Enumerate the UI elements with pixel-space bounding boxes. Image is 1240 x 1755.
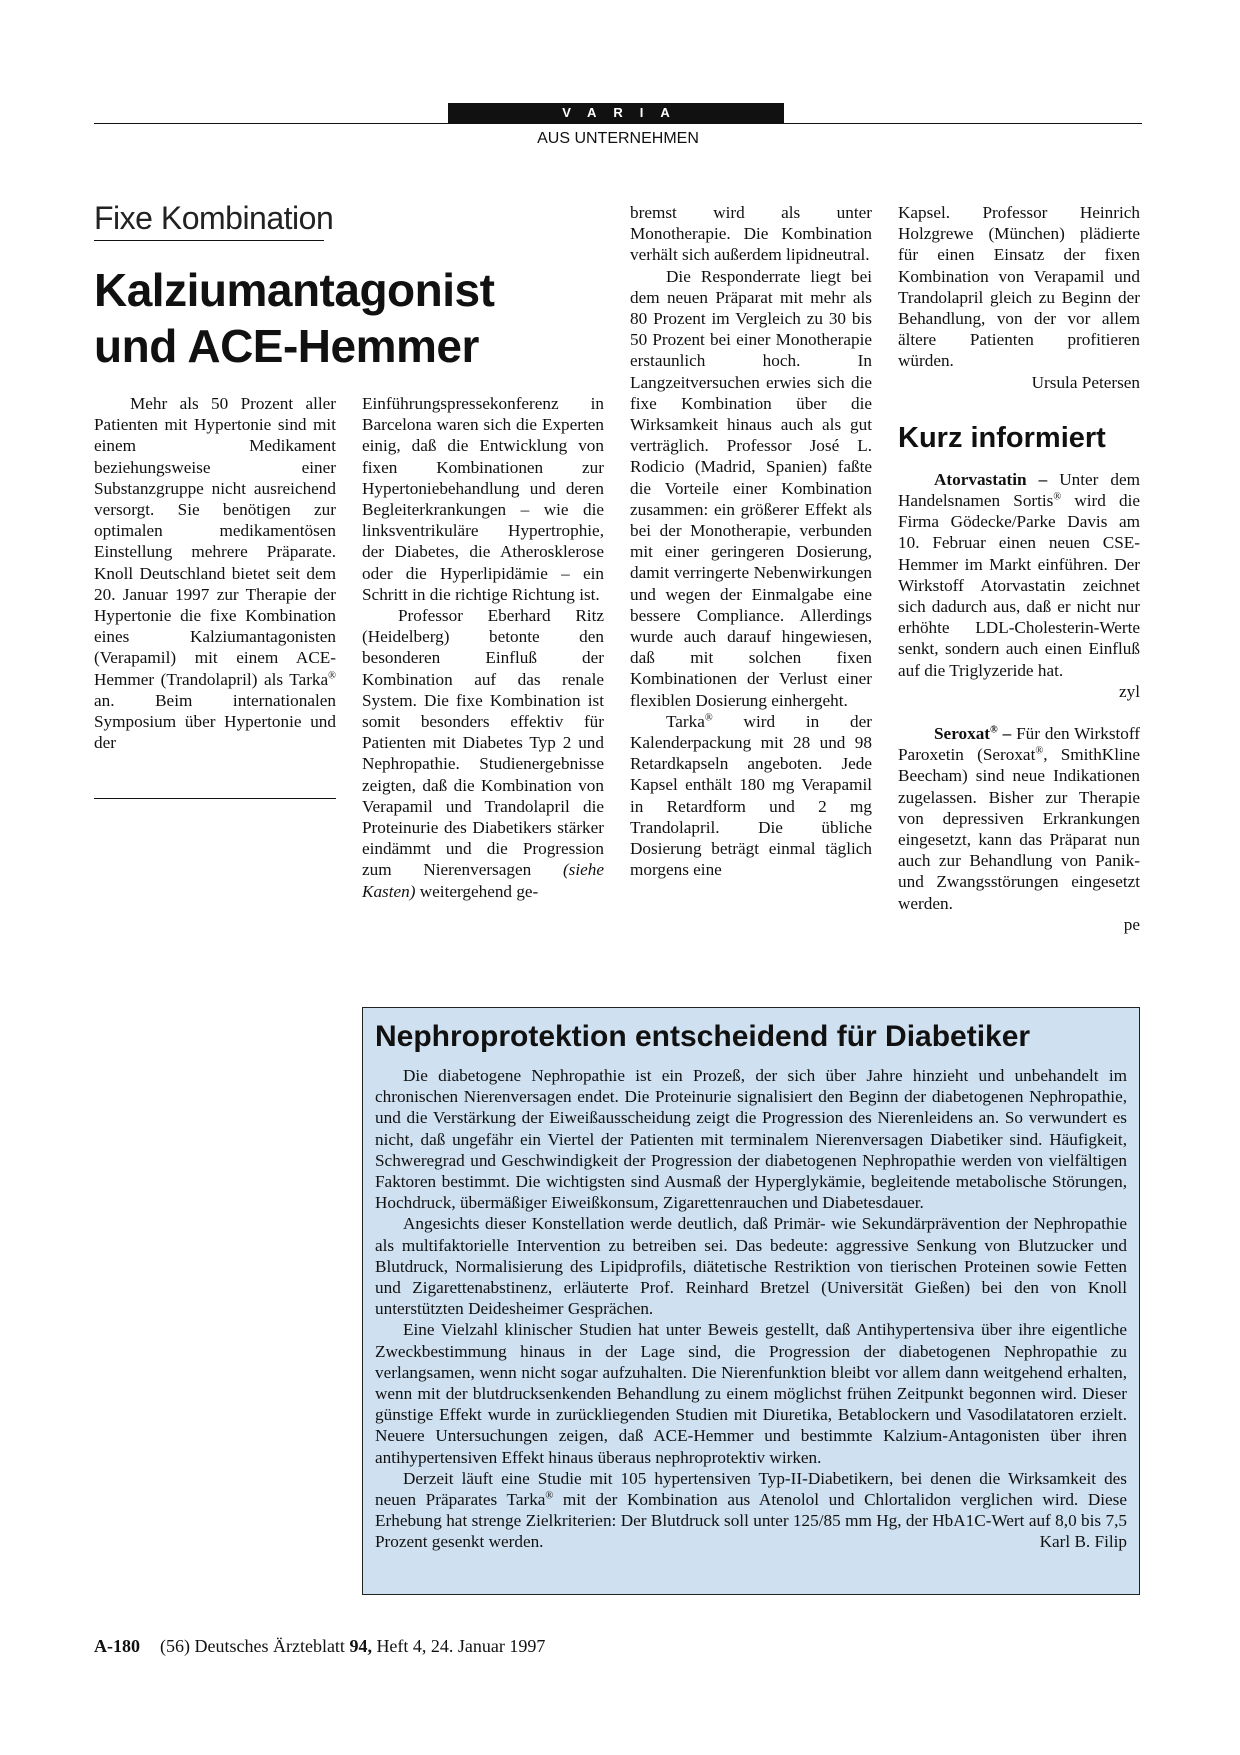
page-number: A-180: [94, 1636, 140, 1656]
subsection-label: AUS UNTERNEHMEN: [537, 130, 699, 147]
headline-line-2: und ACE-Hemmer: [94, 320, 479, 372]
text-run: mit der Kombination aus Atenolol und Chlortalidon verglichen wird. Diese Erhebung hat strenge Zielkriterien: Der Blutdruck soll unter 125/85 mm Hg, der HbA1C-Wert auf 8,0 bis 7,5 Prozent gesenkt werden.: [375, 1490, 1127, 1552]
text-run: wird die Firma Gödecke/Parke Davis am 10. Februar einen neuen CSE-Hemmer im Markt einführen. Der Wirkstoff Atorvastatin zeichnet sich dadurch aus, daß er nicht nur erhöhte LDL-Cholesterin-Werte senkt, sondern auch einen Einfluß auf die Triglyzeride hat.: [898, 491, 1140, 680]
author-initials: zyl: [1119, 681, 1140, 701]
article-paragraph: Die Responderrate liegt bei dem neuen Präparat mit mehr als 80 Prozent im Vergleich zu 30 bis 50 Prozent bei einer Monotherapie erstaunlich hoch. In Langzeitversuchen erwies sich die fixe Kombination über die Wirksamkeit hinaus auch als gut verträglich. Professor José L. Rodicio (Madrid, Spanien) faßte die Vorteile einer Kombination zusammen: ein größerer Effekt als bei der Monotherapie, verbunden mit einer geringeren Dosierung, damit verringerte Nebenwirkungen und wegen der Einmalgabe eine bessere Compliance. Allerdings wurde auch darauf hingewiesen, daß mit solchen fixen Kombinationen der Verlust einer flexiblen Dosierung einhergeht.: [630, 266, 872, 710]
headline-line-1: Kalziumantagonist: [94, 264, 495, 316]
volume-number: 94,: [349, 1636, 372, 1656]
registered-mark: ®: [1053, 491, 1062, 503]
article-headline: [94, 262, 614, 374]
registered-mark: ®: [990, 724, 998, 736]
box-paragraph: Eine Vielzahl klinischer Studien hat unter Beweis gestellt, daß Antihypertensiva über ihre eigentliche Zweckbestimmung hinaus in der Lage sind, die Progression der diabetogenen Nephropathie zu verlangsamen, wenn nicht sogar aufzuhalten. Die Nierenfunktion bleibt vor allem dann weitgehend erhalten, wenn mit der blutdrucksenkenden Behandlung zu einem möglichst frühen Zeitpunkt begonnen wird. Dieser günstige Effekt wurde in zurückliegenden Studien mit Diuretika, Betablockern und Vasodilatatoren erzielt. Neuere Untersuchungen zeigen, daß ACE-Hemmer und bestimmte Kalzium-Antagonisten über ihren antihypertensiven Effekt hinaus überaus nephroprotektiv wirken.: [375, 1320, 1127, 1467]
text-run: Für den Wirkstoff Paroxetin (Seroxat: [898, 724, 1141, 765]
kicker-rule: [94, 240, 324, 241]
text-run: Tarka: [666, 711, 705, 731]
box-paragraph: [375, 1468, 1127, 1553]
author-line: [898, 681, 1140, 702]
text-run: Seroxat: [934, 724, 991, 744]
kurz-item-atorvastatin: [898, 469, 1140, 681]
author-name: Ursula Petersen: [1031, 372, 1140, 392]
box-body: [375, 1065, 1127, 1553]
registered-mark: ®: [1035, 745, 1044, 757]
page-footer: [94, 1636, 545, 1657]
text-run: weitergehend ge-: [415, 881, 539, 901]
registered-mark: ®: [545, 1490, 554, 1502]
box-author: Karl B. Filip: [1039, 1532, 1127, 1552]
author-initials: pe: [1123, 914, 1140, 934]
article-column-1: [94, 393, 336, 753]
article-paragraph: [362, 605, 604, 902]
article-column-4: [898, 202, 1140, 935]
box-reference: (siehe Kasten): [362, 860, 604, 901]
article-column-2: [362, 393, 604, 902]
info-box: [362, 1007, 1140, 1595]
kurz-term: [934, 724, 1011, 743]
header-rule: [94, 123, 1142, 124]
text-run: Unter dem Handelsnamen Sortis: [898, 469, 1140, 511]
kurz-heading: Kurz informiert: [898, 421, 1106, 454]
section-label: VARIA: [448, 103, 784, 123]
column-end-rule: [94, 798, 336, 799]
text-run: –: [997, 724, 1012, 744]
article-paragraph: Einführungspressekonferenz in Barcelona waren sich die Experten einig, daß die Entwicklung von fixen Kombinationen zur Hypertoniebehandlung und deren Begleiterkrankungen – wie die linksventrikuläre Hypertrophie, der Diabetes, die Atherosklerose oder die Hyperlipidämie – ein Schritt in die richtige Richtung ist.: [362, 394, 604, 604]
author-line: [898, 372, 1140, 393]
kurz-item-seroxat: [898, 723, 1140, 914]
article-paragraph: bremst wird als unter Monotherapie. Die Kombination verhält sich außerdem lipidneutral.: [630, 203, 872, 265]
text-run: wird in der Kalenderpackung mit 28 und 98 Retardkapseln angeboten. Jede Kapsel enthält 180 mg Verapamil in Retardform und 2 mg Trandolapril. Die übliche Dosierung beträgt einmal täglich morgens eine: [630, 711, 872, 880]
author-line: [898, 914, 1140, 935]
article-paragraph: [94, 393, 336, 753]
article-paragraph: [630, 711, 872, 881]
registered-mark: ®: [328, 669, 336, 681]
text-run: an. Beim internationalen Symposium über Hypertonie und der: [94, 690, 336, 753]
citation-text: (56) Deutsches Ärzteblatt: [160, 1636, 350, 1656]
box-paragraph: Die diabetogene Nephropathie ist ein Prozeß, der sich über Jahre hinzieht und unbehandelt im chronischen Nierenversagen endet. Die Proteinurie signalisiert den Beginn der diabetogenen Nephropathie, und die Verstärkung der Eiweißausscheidung zeigt die Progression des Nierenleidens an. So verwundert es nicht, daß ungefähr ein Viertel der Patienten mit terminalem Nierenversagen Diabetiker sind. Häufigkeit, Schweregrad und Geschwindigkeit der Progression der diabetogenen Nephropathie werden von vielfältigen Faktoren bestimmt. Die wichtigsten sind Ausmaß der Hyperglykämie, begleitende metabolische Störungen, Hochdruck, übermäßiger Eiweißkonsum, Zigarettenrauchen und Diabetesdauer.: [375, 1066, 1127, 1213]
citation-text: Heft 4, 24. Januar 1997: [371, 1636, 546, 1656]
article-column-3: [630, 202, 872, 881]
kurz-term: Atorvastatin –: [934, 469, 1048, 489]
box-paragraph: Angesichts dieser Konstellation werde deutlich, daß Primär- wie Sekundärprävention der Nephropathie als multifaktorielle Intervention zu betreiben sei. Das bedeute: aggressive Senkung von Blutzucker und Blutdruck, Normalisierung des Lipidprofils, diätetische Restriktion von tierischen Proteinen sowie Fetten und Zigarettenabstinenz, erläuterte Prof. Reinhard Bretzel (Universität Gießen) bei den von Knoll unterstützten Deidesheimer Gesprächen.: [375, 1214, 1127, 1319]
article-paragraph: Kapsel. Professor Heinrich Holzgrewe (München) plädierte für einen Einsatz der fixen Kombination von Verapamil und Trandolapril gleich zu Beginn der Behandlung, von der vor allem ältere Patienten profitieren würden.: [898, 203, 1140, 371]
text-run: Professor Eberhard Ritz (Heidelberg) betonte den besonderen Einfluß der Kombination auf das renale System. Die fixe Kombination ist somit besonders effektiv für Patienten mit Diabetes Typ 2 und Nephropathie. Studienergebnisse zeigten, daß die Kombination von Verapamil und Trandolapril die Proteinurie des Diabetikers stärker eindämmt und die Progression zum Nierenversagen: [362, 606, 604, 880]
registered-mark: ®: [704, 712, 713, 724]
article-kicker: Fixe Kombination: [94, 200, 334, 236]
box-title: Nephroprotektion entscheidend für Diabetiker: [375, 1020, 1031, 1053]
text-run: Derzeit läuft eine Studie mit 105 hypertensiven Typ-II-Diabetikern, bei denen die Wirksamkeit des neuen Präparates Tarka: [375, 1468, 1127, 1510]
text-run: , SmithKline Beecham) sind neue Indikationen zugelassen. Bisher zur Therapie von depressiven Erkrankungen eingesetzt, kann das Präparat nun auch zur Behandlung von Panik- und Zwangsstörungen eingesetzt werden.: [898, 745, 1140, 913]
text-run: Mehr als 50 Prozent aller Patienten mit Hypertonie sind mit einem Medikament beziehungsweise einer Substanzgruppe nicht ausreichend versorgt. Sie benötigen zur optimalen medikamentösen Einstellung mehrere Präparate. Knoll Deutschland bietet seit dem 20. Januar 1997 zur Therapie der Hypertonie die fixe Kombination eines Kalziumantagonisten (Verapamil) mit einem ACE-Hemmer (Trandolapril) als Tarka: [94, 394, 336, 689]
